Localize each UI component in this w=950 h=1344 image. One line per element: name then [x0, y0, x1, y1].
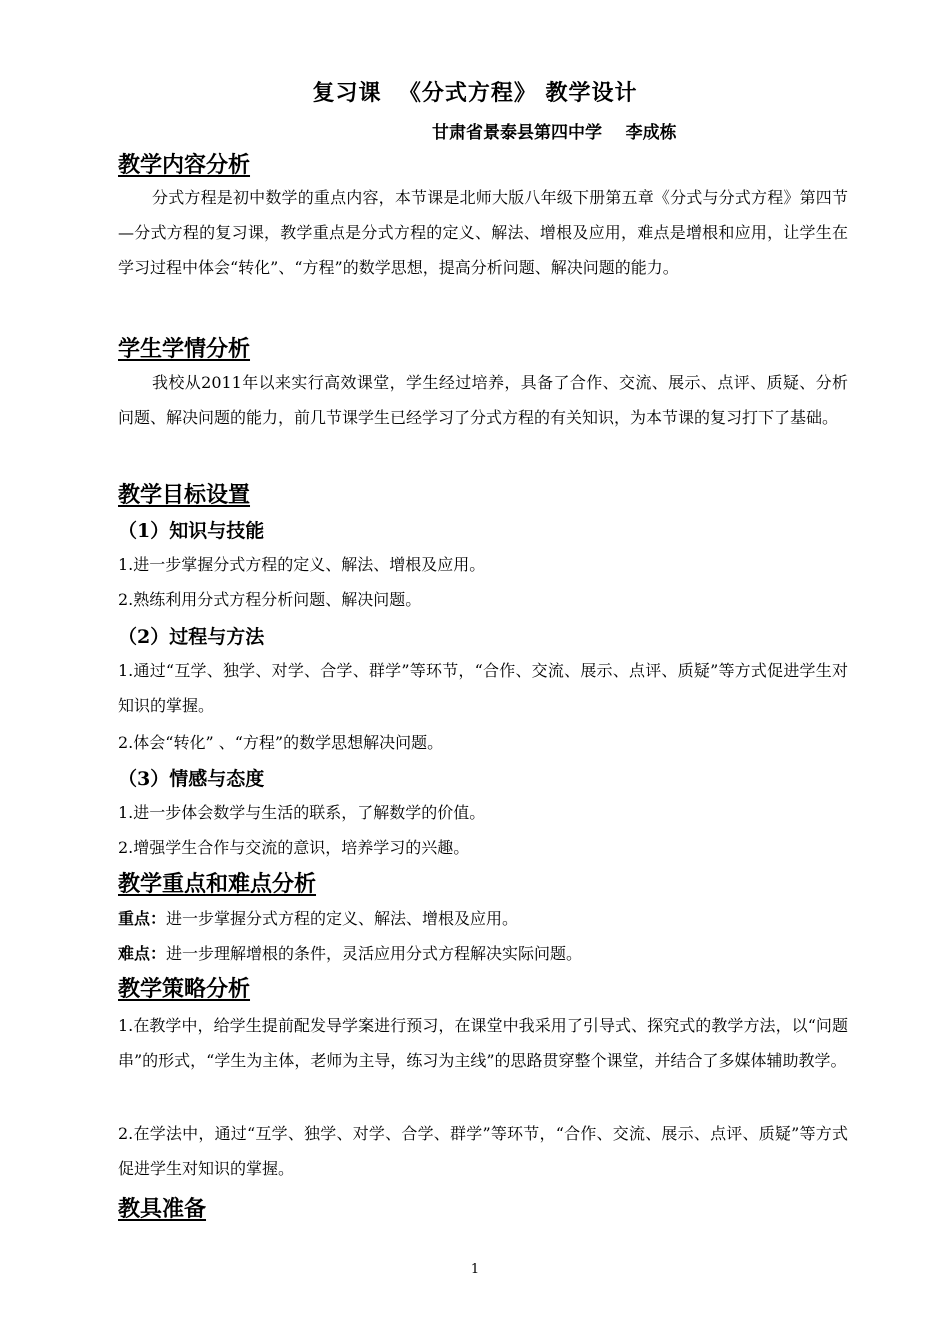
strategy-item-1: 1.在教学中，给学生提前配发导学案进行预习，在课堂中我采用了引导式、探究式的教学方法，以“问题串”的形式，“学生为主体，老师为主导，练习为主线”的思路贯穿整个课堂，并结合了多媒体辅助教学。 [118, 1016, 848, 1070]
subheading-process-methods: （2）过程与方法 [118, 626, 265, 648]
objective-knowledge-item-2: 2.熟练利用分式方程分析问题、解决问题。 [118, 590, 422, 609]
objective-attitude-item-2: 2.增强学生合作与交流的意识，培养学习的兴趣。 [118, 838, 470, 857]
page-number: 1 [470, 1262, 480, 1277]
author-line: 甘肃省景泰县第四中学 李成栋 [432, 123, 677, 143]
subheading-knowledge-skills: （1）知识与技能 [118, 520, 265, 542]
difficult-point-label: 难点： [118, 944, 167, 963]
strategy-item-2: 2.在学法中，通过“互学、独学、对学、合学、群学”等环节，“合作、交流、展示、点评、质疑”等方式促进学生对知识的掌握。 [118, 1124, 848, 1178]
content-analysis-paragraph: 分式方程是初中数学的重点内容，本节课是北师大版八年级下册第五章《分式与分式方程》第四节—分式方程的复习课，教学重点是分式方程的定义、解法、增根及应用，难点是增根和应用，让学生在学习过程中体会“转化”、“方程”的数学思想，提高分析问题、解决问题的能力。 [118, 188, 848, 277]
section-heading-key-points: 教学重点和难点分析 [118, 871, 317, 897]
objective-attitude-item-1: 1.进一步体会数学与生活的联系，了解数学的价值。 [118, 803, 486, 822]
document-title: 复习课 《分式方程》 教学设计 [312, 80, 638, 106]
objective-process-item-1: 1.通过“互学、独学、对学、合学、群学”等环节，“合作、交流、展示、点评、质疑”等方式促进学生对知识的掌握。 [118, 661, 848, 715]
key-point-text: 进一步掌握分式方程的定义、解法、增根及应用。 [166, 909, 519, 928]
key-point-line [118, 901, 848, 936]
student-analysis-paragraph: 我校从2011年以来实行高效课堂，学生经过培养，具备了合作、交流、展示、点评、质疑、分析问题、解决问题的能力，前几节课学生已经学习了分式方程的有关知识，为本节课的复习打下了基础。 [118, 373, 848, 427]
section-heading-objectives: 教学目标设置 [118, 482, 251, 508]
section-heading-student-analysis: 学生学情分析 [118, 336, 251, 362]
section-heading-equipment: 教具准备 [118, 1196, 207, 1222]
subheading-emotion-attitude: （3）情感与态度 [118, 768, 265, 790]
difficult-point-line [118, 936, 848, 971]
objective-knowledge-item-1: 1.进一步掌握分式方程的定义、解法、增根及应用。 [118, 555, 486, 574]
objective-process-item-2: 2.体会“转化” 、“方程”的数学思想解决问题。 [118, 733, 444, 752]
difficult-point-text: 进一步理解增根的条件，灵活应用分式方程解决实际问题。 [166, 944, 583, 963]
section-heading-content-analysis: 教学内容分析 [118, 152, 251, 178]
section-heading-strategy: 教学策略分析 [118, 976, 251, 1002]
key-point-label: 重点： [118, 909, 167, 928]
